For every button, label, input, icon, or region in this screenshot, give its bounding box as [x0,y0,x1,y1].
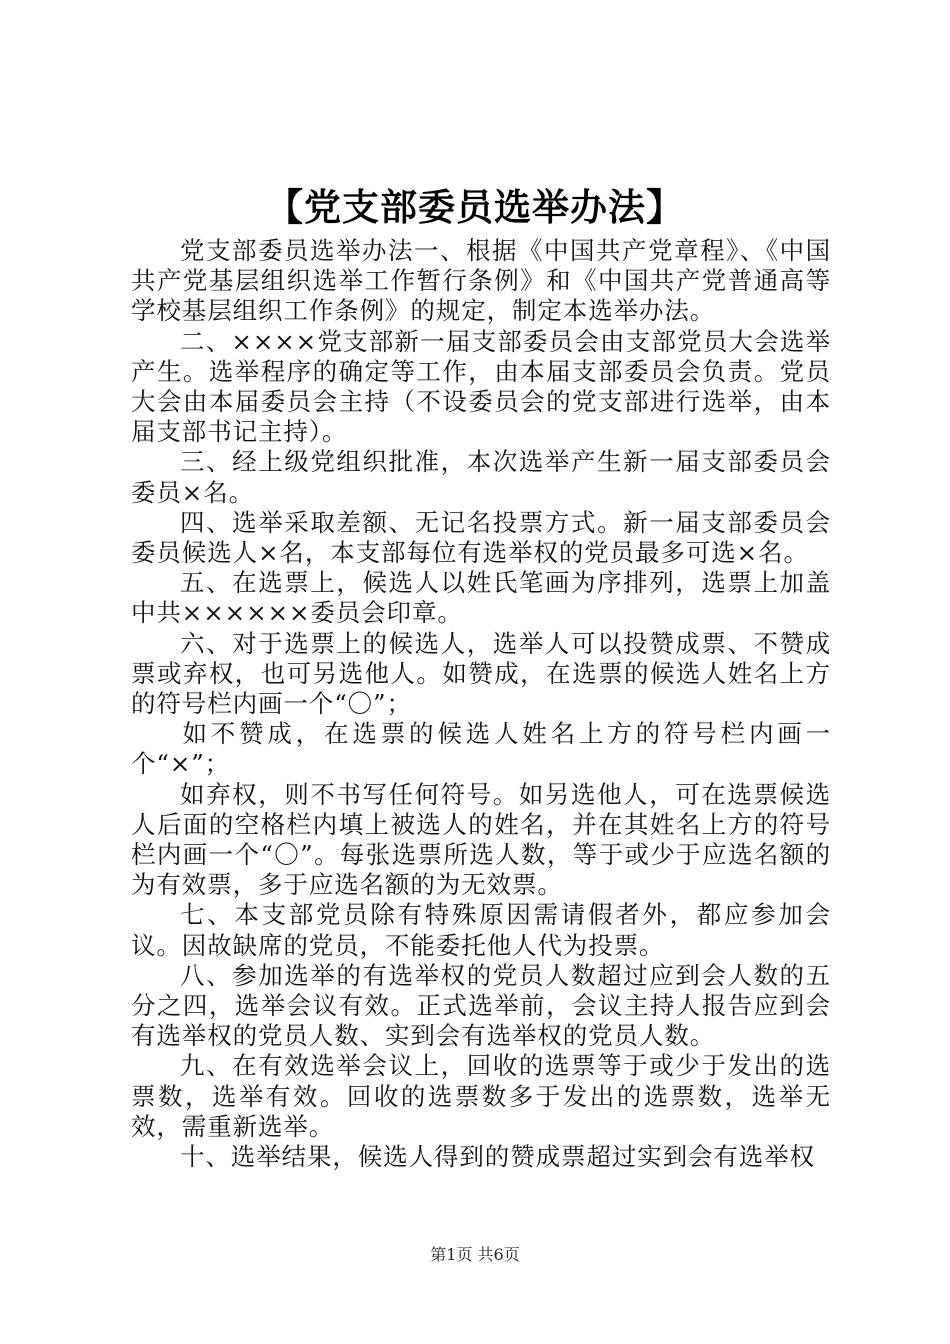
paragraph-11: 九、在有效选举会议上，回收的选票等于或少于发出的选票数，选举有效。回收的选票数多于发出的选票数，选举无效，需重新选举。 [131,1051,831,1141]
paragraph-3: 三、经上级党组织批准，本次选举产生新一届支部委员会委员×名。 [131,447,831,507]
paragraph-5: 五、在选票上，候选人以姓氏笔画为序排列，选票上加盖中共××××××委员会印章。 [131,568,831,628]
document-title: 【党支部委员选举办法】 [266,185,684,229]
paragraph-8: 如弃权，则不书写任何符号。如另选他人，可在选票候选人后面的空格栏内填上被选人的姓名，并在其姓名上方的符号栏内画一个“〇”。每张选票所选人数，等于或少于应选名额的为有效票，多于应选名额的为无效票。 [131,779,831,900]
page-footer: 第1页 共6页 [430,1245,520,1264]
paragraph-10: 八、参加选举的有选举权的党员人数超过应到会人数的五分之四，选举会议有效。正式选举前，会议主持人报告应到会有选举权的党员人数、实到会有选举权的党员人数。 [131,960,831,1051]
paragraph-6: 六、对于选票上的候选人，选举人可以投赞成票、不赞成票或弃权，也可另选他人。如赞成，在选票的候选人姓名上方的符号栏内画一个“〇”； [131,628,831,719]
paragraph-7: 如不赞成，在选票的候选人姓名上方的符号栏内画一个“×”； [131,719,831,779]
paragraph-2: 二、××××党支部新一届支部委员会由支部党员大会选举产生。选举程序的确定等工作，由本届支部委员会负责。党员大会由本届委员会主持（不设委员会的党支部进行选举，由本届支部书记主持）。 [131,326,831,447]
document-body [131,236,831,1172]
paragraph-1: 党支部委员选举办法一、根据《中国共产党章程》、《中国共产党基层组织选举工作暂行条例》和《中国共产党普通高等学校基层组织工作条例》的规定，制定本选举办法。 [131,236,831,326]
paragraph-12: 十、选举结果，候选人得到的赞成票超过实到会有选举权 [180,1142,815,1172]
paragraph-9: 七、本支部党员除有特殊原因需请假者外，都应参加会议。因故缺席的党员，不能委托他人代为投票。 [131,900,831,960]
paragraph-4: 四、选举采取差额、无记名投票方式。新一届支部委员会委员候选人×名，本支部每位有选举权的党员最多可选×名。 [131,507,831,568]
